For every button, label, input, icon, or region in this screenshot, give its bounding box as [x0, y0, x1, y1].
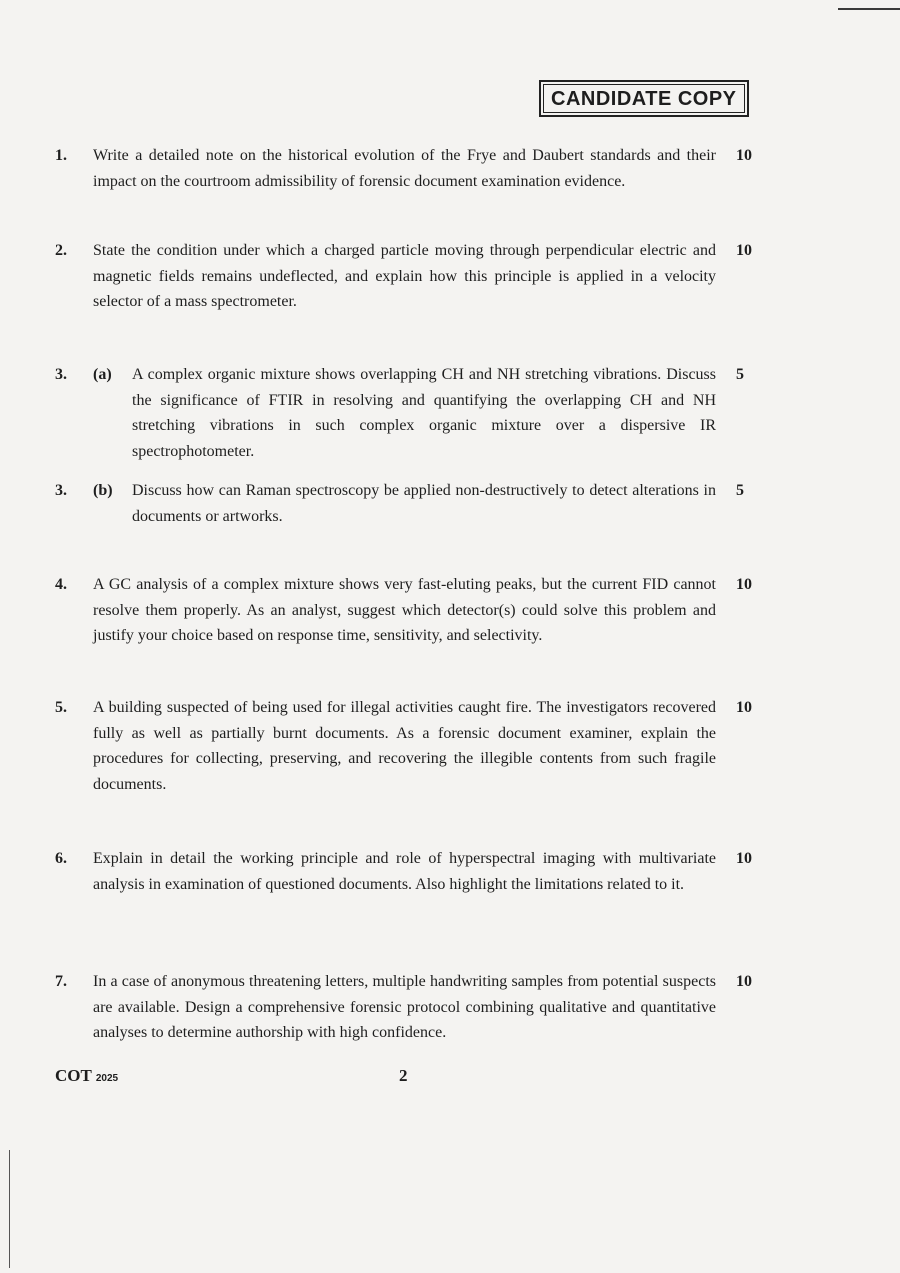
- question-text: A GC analysis of a complex mixture shows very fast-eluting peaks, but the current FID cannot resolve them properly. As an analyst, suggest which detector(s) could solve this problem and justify your choice based on response time, sensitivity, and selectivity.: [93, 576, 716, 644]
- question-text: Write a detailed note on the historical evolution of the Frye and Daubert standards and their impact on the courtroom admissibility of forensic document examination evidence.: [93, 147, 716, 190]
- question-marks: 10: [736, 699, 752, 716]
- question-text: Explain in detail the working principle and role of hyperspectral imaging with multivariate analysis in examination of questioned documents. Also highlight the limitations related to it.: [93, 850, 716, 893]
- question-number: 6.: [55, 850, 67, 867]
- paper-code-label: COT: [55, 1066, 92, 1085]
- question-text: A building suspected of being used for illegal activities caught fire. The investigators recovered fully as well as partially burnt documents. As a forensic document examiner, explain the procedures for collecting, preserving, and recovering the illegible contents from such fragile documents.: [93, 699, 716, 793]
- question-number: 7.: [55, 973, 67, 990]
- question-text: A complex organic mixture shows overlapping CH and NH stretching vibrations. Discuss the significance of FTIR in resolving and quantifying the overlapping CH and NH stretching vibrations in such complex organic mixture over a dispersive IR spectrophotometer.: [132, 366, 716, 460]
- question-marks: 10: [736, 576, 752, 593]
- scan-edge-mark-left: [9, 1150, 10, 1268]
- question-text: In a case of anonymous threatening letters, multiple handwriting samples from potential suspects are available. Design a comprehensive forensic protocol combining qualitative and quantitative analyses to determine authorship with high confidence.: [93, 973, 716, 1041]
- question-subpart: (a): [93, 366, 112, 383]
- scan-edge-mark: [838, 8, 900, 10]
- question-marks: 10: [736, 242, 752, 259]
- question-number: 3.: [55, 482, 67, 499]
- question-marks: 5: [736, 366, 744, 383]
- paper-year: 2025: [95, 1073, 119, 1084]
- candidate-copy-stamp: [539, 80, 749, 117]
- question-text: Discuss how can Raman spectroscopy be applied non-destructively to detect alterations in documents or artworks.: [132, 482, 716, 525]
- question-text: State the condition under which a charged particle moving through perpendicular electric and magnetic fields remains undeflected, and explain how this principle is applied in a velocity selector of a mass spectrometer.: [93, 242, 716, 310]
- question-number: 4.: [55, 576, 67, 593]
- question-marks: 10: [736, 147, 752, 164]
- question-number: 5.: [55, 699, 67, 716]
- question-marks: 5: [736, 482, 744, 499]
- paper-code: [55, 1066, 118, 1086]
- question-number: 3.: [55, 366, 67, 383]
- question-marks: 10: [736, 973, 752, 990]
- question-subpart: (b): [93, 482, 113, 499]
- question-number: 2.: [55, 242, 67, 259]
- page-number: 2: [399, 1066, 408, 1085]
- question-marks: 10: [736, 850, 752, 867]
- stamp-label: CANDIDATE COPY: [543, 84, 745, 113]
- question-number: 1.: [55, 147, 67, 164]
